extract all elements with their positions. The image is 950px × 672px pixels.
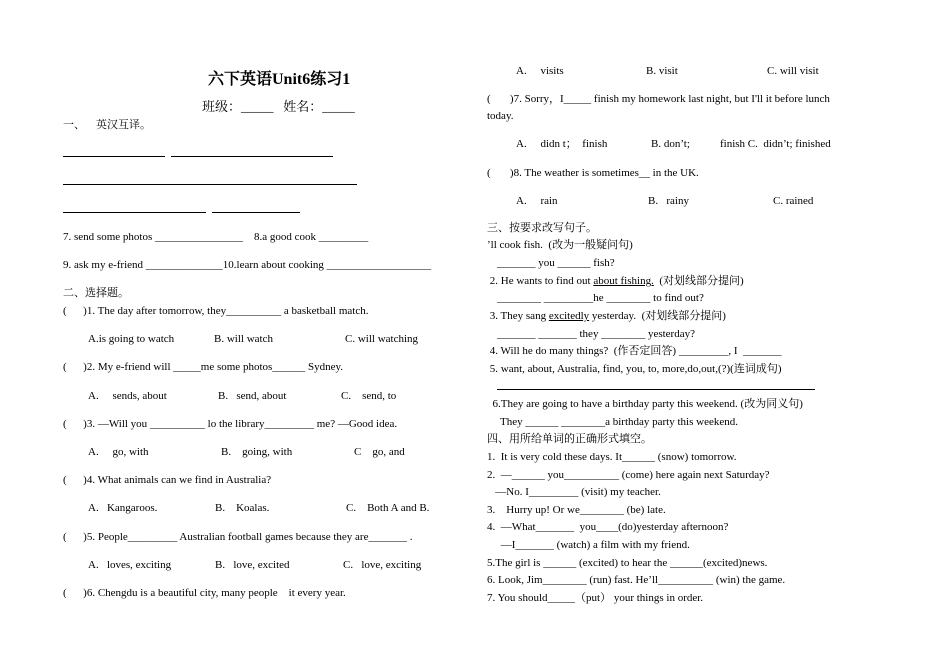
- question-6-stem: ( )6. Chengdu is a beautiful city, many people it every year.: [63, 587, 346, 599]
- rewrite-2-answer: ________ _________he ________ to find out?: [497, 292, 704, 304]
- q3-option-b: B. going, with: [221, 446, 293, 458]
- q1-option-a: A.is going to watch: [88, 333, 175, 345]
- q2-option-a: A. sends, about: [88, 390, 167, 402]
- question-2-stem: ( )2. My e-friend will _____me some photos______ Sydney.: [63, 361, 344, 373]
- fill-item: 1. It is very cold these days. It______ (snow) tomorrow.: [487, 451, 737, 463]
- question-4-stem: ( )4. What animals can we find in Australia?: [63, 474, 272, 486]
- q4-option-c: C. Both A and B.: [346, 502, 430, 514]
- q8-option-a: A. rain: [516, 195, 558, 207]
- fill-item: 6. Look, Jim________ (run) fast. He’ll__________ (win) the game.: [487, 574, 786, 586]
- question-1-stem: ( )1. The day after tomorrow, they__________ a basketball match.: [63, 305, 369, 317]
- fill-item: 4. —What_______ you____(do)yesterday afternoon?: [487, 521, 729, 533]
- fill-item: 7. You should_____（put） your things in order.: [487, 592, 704, 604]
- q5-option-b: B. love, excited: [215, 559, 290, 571]
- q6-option-c: C. will visit: [767, 65, 819, 77]
- rewrite-1-answer: _______ you ______ fish?: [497, 257, 615, 269]
- rewrite-5-prompt: 5. want, about, Australia, find, you, to, more,do,out,(?)(连词成句): [487, 363, 782, 375]
- section-2-heading: 二、选择题。: [63, 287, 129, 299]
- name-label: 姓名：: [283, 99, 323, 114]
- q2-option-c: C. send, to: [341, 390, 397, 402]
- q1-option-c: C. will watching: [345, 333, 419, 345]
- section-4-heading: 四、用所给单词的正确形式填空。: [487, 433, 652, 445]
- fill-item: 5.The girl is ______ (excited) to hear the ______(excited)news.: [487, 557, 768, 569]
- question-8-stem: ( )8. The weather is sometimes__ in the UK.: [487, 167, 699, 179]
- answer-line: [212, 212, 300, 213]
- q5-option-c: C. love, exciting: [343, 559, 422, 571]
- translation-item: 9. ask my e-friend ______________10.learn about cooking ___________________: [63, 259, 432, 271]
- answer-line: [171, 156, 333, 157]
- q6-option-b: B. visit: [646, 65, 678, 77]
- name-blank: _____: [322, 99, 355, 114]
- q3-option-c: C go, and: [354, 446, 405, 458]
- fill-item: 2. —______ you__________ (come) here again next Saturday?: [487, 469, 770, 481]
- worksheet-title: 六下英语Unit6练习1: [208, 71, 351, 88]
- rewrite-6-answer: They ______ ________a birthday party this weekend.: [500, 416, 738, 428]
- question-7-stem: ( )7. Sorry，I_____ finish my homework last night, but I'll it before lunch: [487, 93, 830, 105]
- fill-item: —I_______ (watch) a film with my friend.: [487, 539, 690, 551]
- fill-item: 3. Hurry up! Or we________ (be) late.: [487, 504, 666, 516]
- answer-line: [497, 389, 815, 390]
- class-name-line: [202, 99, 355, 115]
- q6-option-a: A. visits: [516, 65, 564, 77]
- rewrite-6-prompt: 6.They are going to have a birthday party this weekend. (改为同义句): [487, 398, 803, 410]
- translation-item: 7. send some photos ________________ 8.a good cook _________: [63, 231, 369, 243]
- class-blank: _____: [241, 99, 274, 114]
- q1-option-b: B. will watch: [214, 333, 273, 345]
- answer-line: [63, 156, 165, 157]
- section-1-heading: 一、 英汉互译。: [63, 119, 151, 131]
- q8-option-b: B. rainy: [648, 195, 689, 207]
- rewrite-1-prompt: ’ll cook fish. (改为一般疑问句): [487, 239, 633, 251]
- question-7-stem-cont: today.: [487, 110, 514, 122]
- q7-option-b: B. don’t;: [651, 138, 690, 150]
- q4-option-a: A. Kangaroos.: [88, 502, 158, 514]
- answer-line: [63, 212, 206, 213]
- q5-option-a: A. loves, exciting: [88, 559, 172, 571]
- q7-option-c: finish C. didn’t; finished: [720, 138, 831, 150]
- class-label: 班级：: [202, 99, 242, 114]
- q8-option-c: C. rained: [773, 195, 814, 207]
- rewrite-3-prompt: 3. They sang excitedly yesterday. (对划线部分提问): [487, 310, 726, 322]
- q2-option-b: B. send, about: [218, 390, 287, 402]
- q4-option-b: B. Koalas.: [215, 502, 270, 514]
- q3-option-a: A. go, with: [88, 446, 149, 458]
- fill-item: —No. I_________ (visit) my teacher.: [487, 486, 661, 498]
- answer-line: [63, 184, 357, 185]
- rewrite-2-prompt: 2. He wants to find out about fishing. (对划线部分提问): [487, 275, 744, 287]
- question-5-stem: ( )5. People_________ Australian football games because they are_______ .: [63, 531, 413, 543]
- rewrite-4: 4. Will he do many things? (作否定回答) _________, I _______: [487, 345, 782, 357]
- section-3-heading: 三、按要求改写句子。: [487, 222, 597, 234]
- question-3-stem: ( )3. —Will you __________ lo the library_________ me? —Good idea.: [63, 418, 398, 430]
- q7-option-a: A. didn t； finish: [516, 138, 608, 150]
- rewrite-3-answer: _______ _______ they ________ yesterday?: [497, 328, 695, 340]
